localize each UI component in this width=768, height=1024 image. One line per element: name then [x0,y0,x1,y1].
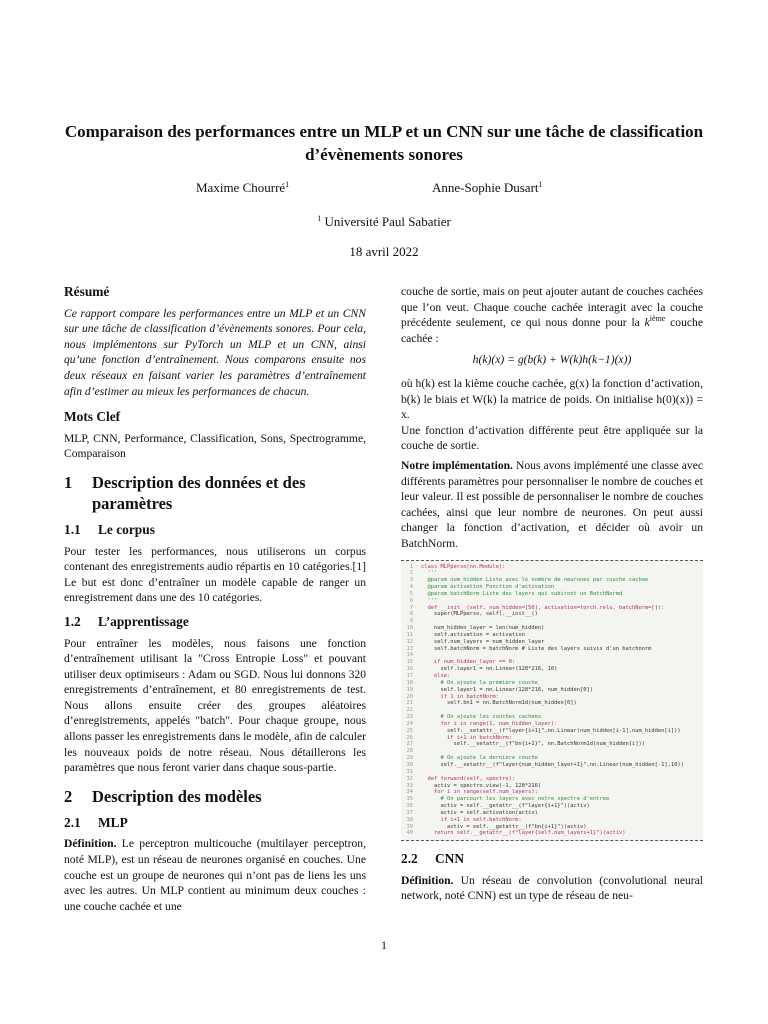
code-line [401,762,703,769]
code-text: activ = self.__getattr__(f"layer{i+1}")(activ) [421,803,590,810]
code-text: if 1 in batchNorm: [421,693,499,700]
line-number: 4 [409,584,413,591]
subsection-title: CNN [435,851,465,867]
cnn-definition-paragraph [401,873,703,904]
output-activation-paragraph: Une fonction d’activation différente peut être appliquée sur la couche de sortie. [401,423,703,453]
affiliation-name: Université Paul Sabatier [324,214,451,229]
subsection-number: 2.1 [64,814,81,830]
code-line [401,769,703,776]
training-paragraph: Pour entraîner les modèles, nous faisons une fonction d’entraînement utilisant la "Cross Entropie Loss" et pouvant utiliser deux optimiseurs : Adam ou SGD. Nous lui donnons 320 enregistrements d’entraînement, et 80 enregistrements de test. Nous allons ensuite créer des groupes aléatoires d’enregistrements, appelés "batch". Pour chaque groupe, nous allons passer les enregistrements dans le modèle, afin de calculer les nouveaux poids de notre réseau. Nous détaillerons les paramètres que nous feront varier dans chaque sous-partie. [64,636,366,775]
implementation-paragraph [401,458,703,552]
code-line [401,598,703,605]
section-title: Description des modèles [92,786,262,806]
code-line [401,694,703,701]
line-number: 18 [406,679,413,686]
code-text: @param activation Fonction d'activation [421,584,555,591]
code-line [401,652,703,659]
author-1 [196,180,289,196]
code-text: # On parcourt les layers avec notre spectre d'entree [421,796,610,803]
line-number: 34 [406,789,413,796]
code-line [401,824,703,831]
line-number: 21 [406,700,413,707]
code-text: self.__setattr__(f"layer{num_hidden_layer+1}",nn.Linear(num_hidden[-1],10)) [421,761,684,768]
subsection-2-2-heading [401,851,703,867]
code-line [401,611,703,618]
abstract-text: Ce rapport compare les performances entre un MLP et un CNN sur une tâche de classification d’évènements sonores. Pour cela, nous implémentons sur PyTorch un MLP et un CNN, ainsi qu’une fonction d’entraînement. Nous comparons ensuite nos deux réseaux en faisant varier les paramètres d’entraînement afin d’estimer au mieux les performances de chacun. [64,306,366,398]
code-text: # On ajoute les couches cachees [421,714,542,721]
code-text: self.bn1 = nn.BatchNorm1d(num_hidden[0]) [421,700,577,707]
code-text: super(MLPperso, self).__init__() [421,611,538,618]
line-number: 3 [409,577,413,584]
line-number: 6 [409,597,413,604]
keywords-text: MLP, CNN, Performance, Classification, Sons, Spectrogramme, Comparaison [64,431,366,461]
line-number: 16 [406,666,413,673]
keywords-heading: Mots Clef [64,409,121,425]
code-listing [401,560,703,842]
affiliation-sup: 1 [317,214,322,223]
code-line [401,796,703,803]
code-line [401,625,703,632]
subsection-title: MLP [98,814,128,830]
abstract-heading: Résumé [64,284,110,299]
code-line [401,666,703,673]
left-column [64,284,366,914]
code-text: self.__setattr__(f"bn{i+1}", nn.BatchNorm1d(num_hidden[i])) [421,741,645,748]
math-sup: ième [649,314,666,324]
line-number: 39 [406,823,413,830]
code-text: else: [421,673,451,679]
code-line [401,721,703,728]
line-number: 10 [406,625,413,632]
line-number: 19 [406,686,413,693]
code-text: # On ajoute la premiere couche [421,679,538,686]
section-title: Description des données et des paramètres [92,472,306,513]
code-text: self.layer1 = nn.Linear(128*216, num_hidden[0]) [421,686,594,693]
code-text: if num_hidden_layer == 0: [421,659,516,666]
corpus-paragraph: Pour tester les performances, nous utiliserons un corpus contenant des enregistrements audio répartis en 10 catégories.[1] Le but est donc d’entraîner un modèle capable de ranger un enregistrement dans une des 10 catégories. [64,544,366,605]
line-number: 40 [406,830,413,837]
code-line [401,755,703,762]
line-number: 38 [406,816,413,823]
code-text: self.__setattr__(f"layer{i+1}",nn.Linear(num_hidden[i-1],num_hidden[i])) [421,727,681,734]
line-number: 27 [406,741,413,748]
code-text: activ = self.activation(activ) [421,809,538,816]
code-text: if i+1 in self.batchNorm: [421,816,522,823]
code-line [401,776,703,783]
code-line [401,783,703,790]
code-text: self.activation = activation [421,631,525,638]
paper-title: Comparaison des performances entre un MLP et un CNN sur une tâche de classification d’évènements sonores [64,122,704,164]
subsection-1-2-heading [64,614,366,630]
code-text: for i in range(self.num_layers): [421,789,538,796]
author-affil-sup: 1 [285,180,290,189]
code-line [401,564,703,571]
subsection-number: 2.2 [401,851,418,867]
code-text: activ = self.__getattr__(f"bn{i+1}")(activ) [421,823,587,830]
code-line [401,632,703,639]
code-text: def __init__(self, num_hidden=[50], activation=torch.relu, batchNorm=[]): [421,604,665,611]
code-text: ''' [421,570,438,577]
page-number: 1 [381,938,387,952]
code-line [401,803,703,810]
line-number: 36 [406,803,413,810]
definition-text: Le perceptron multicouche (multilayer perceptron, noté MLP), est un réseau de neurones organisé en couches. Une couche est un groupe de neurones qui n’ont pas de liens les uns avec les autres. Un MLP contient au minimum deux couches : une couche cachée et une [64,837,367,913]
line-number: 29 [406,755,413,762]
right-column [401,284,703,904]
code-text: for i in range(1, num_hidden_layer): [421,720,558,727]
math-k: k [644,316,650,330]
code-line [401,659,703,666]
implementation-text: Nous avons implémenté une classe avec différents paramètres pour personnaliser le nombre de couches et leur valeur. Il est possible de personnaliser le nombre de couches cachées, ainsi que leur nombre de neurones. On peut aussi changer la fonction d’activation, et décider où avoir un BatchNorm. [401,458,704,550]
line-number: 13 [406,645,413,652]
affiliation [0,214,768,230]
code-line [401,584,703,591]
hidden-layer-equation: h(k)(x) = g(b(k) + W(k)h(k−1)(x)) [472,353,632,367]
line-number: 9 [409,618,413,625]
line-number: 37 [406,809,413,816]
section-2-heading [64,786,366,807]
code-text: @param num_hidden Liste avec le nombre de neurones par couche cachee [421,577,649,584]
author-name: Maxime Chourré [196,180,286,195]
paper-date: 18 avril 2022 [349,244,419,259]
line-number: 28 [406,748,413,755]
line-number: 23 [406,714,413,721]
code-line [401,810,703,817]
code-text: ''' [421,597,438,604]
code-text: # On ajoute la derniere couche [421,755,538,762]
code-line [401,735,703,742]
line-number: 35 [406,796,413,803]
author-affil-sup: 1 [538,180,543,189]
code-line [401,605,703,612]
subsection-2-1-heading [64,815,366,831]
subsection-number: 1.2 [64,613,81,629]
code-line [401,639,703,646]
line-number: 12 [406,638,413,645]
paragraph-text: couche de sortie, mais on peut ajouter autant de couches cachées que l’on veut. Chaque couche cachée interagit avec la couche précédente seulement, ce qui nous donne pour la [401,285,703,330]
subsection-number: 1.1 [64,521,81,537]
line-number: 17 [406,673,413,679]
code-line [401,728,703,735]
line-number: 15 [406,659,413,666]
code-line [401,789,703,796]
code-text: self.layer1 = nn.Linear(128*216, 10) [421,666,558,673]
code-line [401,591,703,598]
line-number: 8 [409,611,413,618]
author-2 [432,180,543,196]
section-1-heading [64,472,366,514]
code-text: num_hidden_layer = len(num_hidden) [421,625,545,632]
line-number: 31 [406,768,413,775]
code-text: if i+1 in batchNorm: [421,734,512,741]
line-number: 26 [406,734,413,741]
line-number: 24 [406,720,413,727]
line-number: 25 [406,727,413,734]
author-name: Anne-Sophie Dusart [432,180,539,195]
line-number: 33 [406,782,413,789]
line-number: 2 [409,570,413,577]
code-line [401,673,703,680]
line-number: 7 [409,604,413,611]
code-text: class MLPperso(nn.Module): [421,563,506,570]
code-text: def forward(self, spectro): [421,775,516,782]
code-line [401,748,703,755]
line-number: 32 [406,775,413,782]
code-line [401,570,703,577]
line-number: 1 [409,563,413,570]
equation-explanation: où h(k) est la kième couche cachée, g(x) la fonction d’activation, b(k) le biais et W(k) la matrice de poids. On initialise h(0)(x)) = x. [401,376,703,422]
code-line [401,646,703,653]
code-text: @param batchNorm Liste des layers qui subiront un BatchNormd [421,590,623,597]
code-line [401,680,703,687]
mlp-definition-paragraph [64,836,366,914]
code-text: return self.__getattr__(f"layer{self.num_layers+1}")(activ) [421,830,626,837]
line-number: 30 [406,761,413,768]
definition-label: Définition. [401,873,454,887]
code-line [401,700,703,707]
implementation-label: Notre implémentation. [401,458,513,472]
subsection-title: Le corpus [98,521,155,537]
code-line [401,714,703,721]
code-line [401,618,703,625]
code-line [401,830,703,837]
code-line [401,687,703,694]
mlp-continued-paragraph [401,284,703,346]
definition-text: Un réseau de convolution (convolutional neural network, noté CNN) est un type de réseau de neu- [401,873,703,903]
code-line [401,577,703,584]
definition-label: Définition. [64,837,117,851]
code-line [401,741,703,748]
line-number: 22 [406,707,413,714]
code-text: activ = spectro.view(-1, 128*216) [421,782,542,789]
line-number: 14 [406,652,413,659]
subsection-1-1-heading [64,522,366,538]
line-number: 5 [409,590,413,597]
section-number: 1 [64,472,73,492]
code-text: self.num_layers = num_hidden_layer [421,638,545,645]
line-number: 20 [406,693,413,700]
code-line [401,707,703,714]
subsection-title: L’apprentissage [98,613,189,629]
section-number: 2 [64,786,73,806]
line-number: 11 [406,631,413,638]
code-text: self.batchNorm = batchNorm # Liste des layers suivis d'un batchnorm [421,645,652,652]
code-line [401,817,703,824]
paragraph-text-end: couche cachée : [401,316,703,345]
